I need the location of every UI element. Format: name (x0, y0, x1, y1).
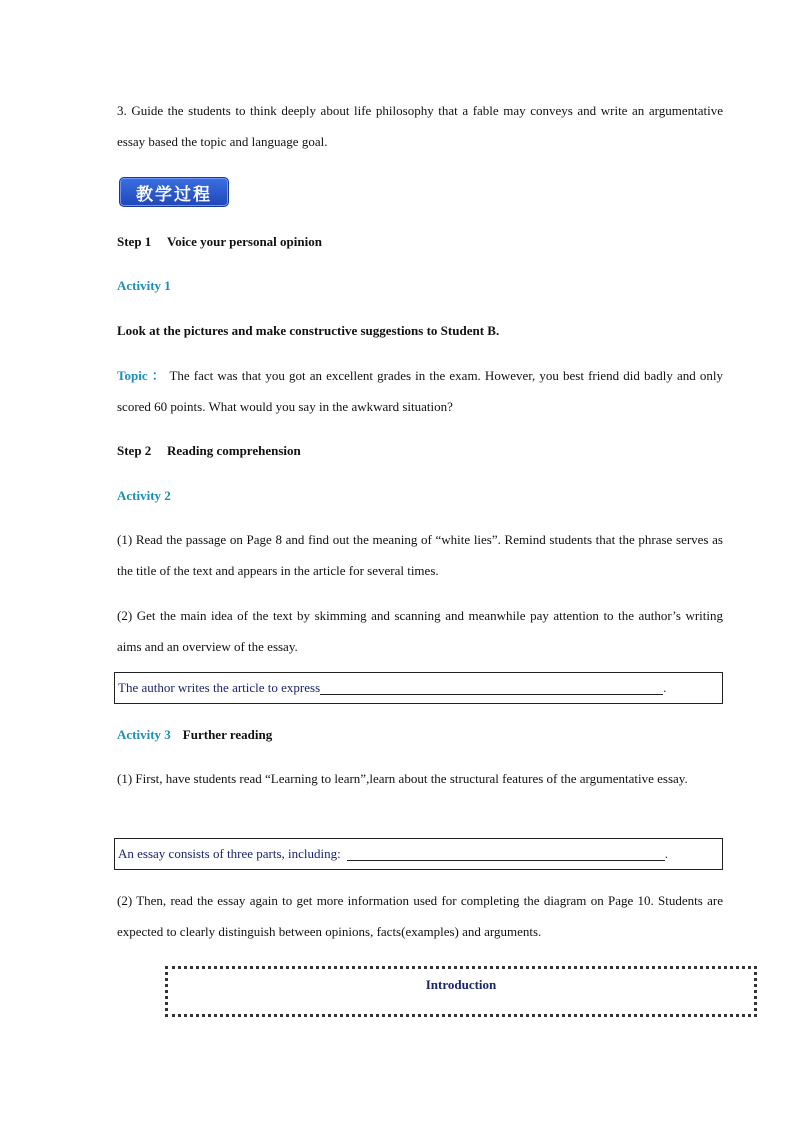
topic-text: The fact was that you got an excellent grades in the exam. However, you best friend did badly and only scored 60 points. What would you say in the awkward situation? (117, 368, 723, 414)
activity-3-heading (117, 726, 723, 744)
activity-2-item-2: (2) Get the main idea of the text by skimming and scanning and meanwhile pay attention to the author’s writing aims and an overview of the essay. (117, 608, 723, 654)
diagram-introduction-box (165, 966, 757, 1017)
activity-3-label: Activity 3 (117, 727, 171, 742)
step-1-title: Voice your personal opinion (167, 234, 322, 249)
activity-1-instruction: Look at the pictures and make constructive suggestions to Student B. (117, 323, 500, 338)
author-purpose-blank[interactable] (320, 682, 663, 695)
objective-3: 3. Guide the students to think deeply about life philosophy that a fable may conveys and write an argumentative essay based the topic and language goal. (117, 103, 723, 149)
essay-parts-end: . (664, 846, 669, 861)
essay-parts-fill-box (114, 838, 723, 870)
author-purpose-end: . (663, 680, 667, 695)
introduction-label: Introduction (425, 977, 497, 992)
activity-3-item-1: (1) First, have students read “Learning to learn”,learn about the structural features of the argumentative essay. (117, 771, 688, 786)
activity-2-label: Activity 2 (117, 488, 171, 503)
activity-3-item-2: (2) Then, read the essay again to get more information used for completing the diagram on Page 10. Students are expected to clearly distinguish between opinions, facts(examples) and arguments. (117, 893, 723, 939)
author-purpose-prompt: The author writes the article to express (118, 680, 321, 695)
step-1-label: Step 1 (117, 234, 152, 249)
activity-2-item-1: (1) Read the passage on Page 8 and find out the meaning of “white lies”. Remind students that the phrase serves as the title of the text and appears in the article for several times. (117, 532, 723, 578)
essay-parts-prompt: An essay consists of three parts, including: (118, 846, 341, 861)
topic-label: Topic ： (117, 368, 166, 383)
essay-parts-blank[interactable] (347, 848, 665, 861)
teaching-process-badge: 教学过程 (119, 177, 229, 207)
step-2-heading (117, 442, 723, 460)
activity-3-title: Further reading (182, 727, 273, 742)
step-1-heading (117, 233, 723, 251)
step-2-title: Reading comprehension (167, 443, 301, 458)
step-2-label: Step 2 (117, 443, 152, 458)
author-purpose-fill-box (114, 672, 723, 704)
topic-paragraph (117, 360, 723, 422)
activity-1-label: Activity 1 (117, 278, 171, 293)
